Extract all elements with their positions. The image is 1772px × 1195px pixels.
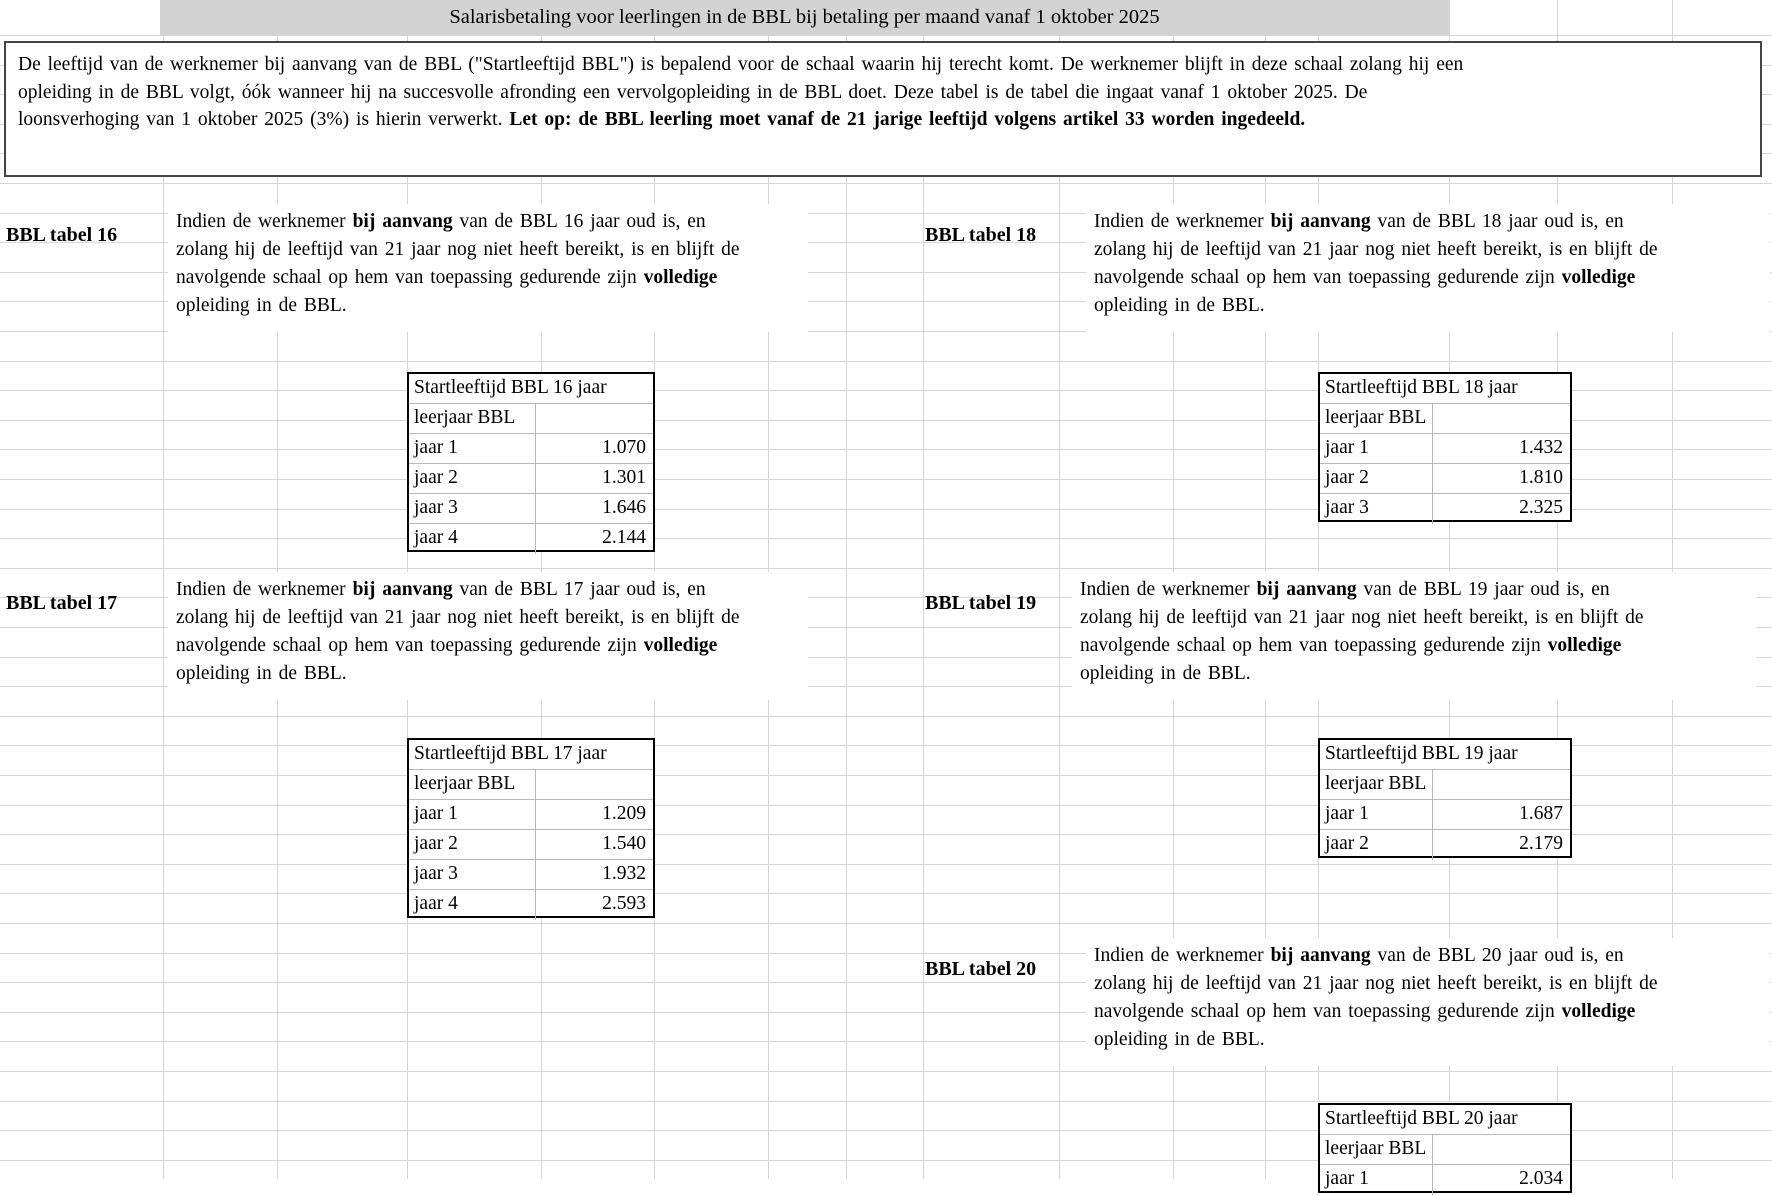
para-text: navolgende schaal op hem van toepassing gedurende zijn bbox=[176, 635, 644, 656]
para-text: Indien de werknemer bbox=[176, 579, 353, 600]
section-label-bbl19[interactable]: BBL tabel 19 bbox=[925, 592, 1037, 614]
para-text: van de BBL 18 jaar oud is, en bbox=[1370, 211, 1624, 232]
page-title: Salarisbetaling voor leerlingen in de BBL bij betaling per maand vanaf 1 oktober 2025 bbox=[449, 6, 1160, 28]
para-bold: volledige bbox=[1561, 267, 1636, 288]
para-bold: volledige bbox=[643, 267, 718, 288]
table-row bbox=[409, 890, 653, 920]
salary-table-bbl20 bbox=[1318, 1103, 1572, 1193]
paragraph-line: zolang hij de leeftijd van 21 jaar nog niet heeft bereikt, is en blijft de bbox=[1094, 239, 1658, 260]
para-bold: volledige bbox=[643, 635, 718, 656]
table-subtitle[interactable]: leerjaar BBL bbox=[1320, 770, 1433, 799]
table-row bbox=[409, 494, 653, 524]
para-text: Indien de werknemer bbox=[1080, 579, 1257, 600]
paragraph-bbl18[interactable] bbox=[1086, 204, 1770, 332]
intro-line-3-warning: Let op: de BBL leerling moet vanaf de 21 jarige leeftijd volgens artikel 33 worden ingedeeld. bbox=[509, 109, 1306, 130]
paragraph-line: opleiding in de BBL. bbox=[1094, 1029, 1265, 1050]
table-row bbox=[1320, 800, 1570, 830]
table-subtitle[interactable]: leerjaar BBL bbox=[1320, 1135, 1433, 1164]
para-text: navolgende schaal op hem van toepassing gedurende zijn bbox=[1094, 267, 1562, 288]
table-title[interactable]: Startleeftijd BBL 20 jaar bbox=[1325, 1108, 1518, 1129]
paragraph-line bbox=[176, 632, 800, 660]
gridline-horizontal bbox=[0, 538, 1772, 539]
row-label[interactable]: jaar 1 bbox=[409, 800, 536, 829]
gridline-horizontal bbox=[0, 1101, 1772, 1102]
salary-table-bbl19 bbox=[1318, 738, 1572, 858]
row-value[interactable]: 2.179 bbox=[1519, 833, 1563, 854]
paragraph-line: zolang hij de leeftijd van 21 jaar nog niet heeft bereikt, is en blijft de bbox=[176, 239, 740, 260]
para-bold: volledige bbox=[1547, 635, 1622, 656]
paragraph-line bbox=[176, 208, 800, 236]
paragraph-line bbox=[1080, 576, 1748, 604]
row-label[interactable]: jaar 1 bbox=[1320, 800, 1433, 829]
paragraph-line: opleiding in de BBL. bbox=[176, 295, 347, 316]
row-value[interactable]: 2.034 bbox=[1519, 1168, 1563, 1189]
row-label[interactable]: jaar 1 bbox=[1320, 1165, 1433, 1195]
row-value[interactable]: 1.646 bbox=[602, 497, 646, 518]
table-row bbox=[1320, 434, 1570, 464]
paragraph-line bbox=[1094, 942, 1762, 970]
para-bold: bij aanvang bbox=[1270, 945, 1371, 966]
intro-box[interactable] bbox=[4, 41, 1762, 177]
gridline-horizontal bbox=[0, 716, 1772, 717]
paragraph-line bbox=[1094, 264, 1762, 292]
row-label[interactable]: jaar 2 bbox=[1320, 464, 1433, 493]
table-subtitle[interactable]: leerjaar BBL bbox=[409, 404, 536, 433]
paragraph-line bbox=[1080, 632, 1748, 660]
para-text: Indien de werknemer bbox=[1094, 945, 1271, 966]
para-bold: bij aanvang bbox=[1256, 579, 1357, 600]
salary-table-bbl18 bbox=[1318, 372, 1572, 522]
paragraph-line: opleiding in de BBL. bbox=[176, 663, 347, 684]
paragraph-line: opleiding in de BBL. bbox=[1094, 295, 1265, 316]
table-row bbox=[409, 524, 653, 554]
row-value[interactable]: 1.432 bbox=[1519, 437, 1563, 458]
row-value[interactable]: 1.810 bbox=[1519, 467, 1563, 488]
intro-line-1: De leeftijd van de werknemer bij aanvang van de BBL ("Startleeftijd BBL") is bepalend voor de schaal waarin hij terecht komt. De werknemer blijft in deze schaal zolang hij een bbox=[18, 54, 1464, 75]
table-row bbox=[409, 830, 653, 860]
para-text: navolgende schaal op hem van toepassing gedurende zijn bbox=[176, 267, 644, 288]
gridline-horizontal bbox=[0, 1071, 1772, 1072]
table-subtitle[interactable]: leerjaar BBL bbox=[1320, 404, 1433, 433]
row-label[interactable]: jaar 4 bbox=[409, 890, 536, 920]
row-label[interactable]: jaar 1 bbox=[409, 434, 536, 463]
paragraph-line: zolang hij de leeftijd van 21 jaar nog niet heeft bereikt, is en blijft de bbox=[1080, 607, 1644, 628]
row-value[interactable]: 1.687 bbox=[1519, 803, 1563, 824]
gridline-horizontal bbox=[0, 35, 1772, 36]
paragraph-bbl16[interactable] bbox=[168, 204, 808, 332]
intro-line-2: opleiding in de BBL volgt, óók wanneer hij na succesvolle afronding een vervolgopleiding in de BBL doet. Deze tabel is de tabel die ingaat vanaf 1 oktober 2025. De bbox=[18, 81, 1368, 103]
para-text: navolgende schaal op hem van toepassing gedurende zijn bbox=[1094, 1001, 1562, 1022]
table-cell-empty[interactable] bbox=[1433, 404, 1570, 433]
table-title[interactable]: Startleeftijd BBL 17 jaar bbox=[414, 743, 607, 764]
row-value[interactable]: 1.301 bbox=[602, 467, 646, 488]
gridline-horizontal bbox=[0, 568, 1772, 569]
table-title[interactable]: Startleeftijd BBL 16 jaar bbox=[414, 377, 607, 398]
para-text: van de BBL 17 jaar oud is, en bbox=[452, 579, 706, 600]
row-label[interactable]: jaar 1 bbox=[1320, 434, 1433, 463]
row-value[interactable]: 1.070 bbox=[602, 437, 646, 458]
table-row bbox=[1320, 830, 1570, 860]
row-label[interactable]: jaar 2 bbox=[409, 830, 536, 859]
paragraph-line bbox=[176, 264, 800, 292]
table-row bbox=[409, 800, 653, 830]
para-text: van de BBL 19 jaar oud is, en bbox=[1356, 579, 1610, 600]
para-text: van de BBL 20 jaar oud is, en bbox=[1370, 945, 1624, 966]
sheet-title-cell[interactable] bbox=[160, 0, 1449, 35]
gridline-horizontal bbox=[0, 361, 1772, 362]
row-value[interactable]: 1.209 bbox=[602, 803, 646, 824]
para-bold: bij aanvang bbox=[1270, 211, 1371, 232]
table-row bbox=[409, 464, 653, 494]
row-label[interactable]: jaar 2 bbox=[1320, 830, 1433, 860]
intro-line-3-normal: loonsverhoging van 1 oktober 2025 (3%) is hierin verwerkt. bbox=[18, 109, 510, 130]
table-cell-empty[interactable] bbox=[1433, 770, 1570, 799]
table-row bbox=[409, 434, 653, 464]
paragraph-line bbox=[1094, 998, 1762, 1026]
paragraph-line bbox=[1094, 208, 1762, 236]
gridline-horizontal bbox=[0, 183, 1772, 184]
para-text: van de BBL 16 jaar oud is, en bbox=[452, 211, 706, 232]
table-row bbox=[1320, 1165, 1570, 1195]
para-text: navolgende schaal op hem van toepassing gedurende zijn bbox=[1080, 635, 1548, 656]
row-value[interactable]: 1.932 bbox=[602, 863, 646, 884]
paragraph-line: zolang hij de leeftijd van 21 jaar nog niet heeft bereikt, is en blijft de bbox=[1094, 973, 1658, 994]
table-cell-empty[interactable] bbox=[536, 770, 653, 799]
paragraph-bbl20[interactable] bbox=[1086, 938, 1770, 1066]
section-label-bbl18[interactable]: BBL tabel 18 bbox=[925, 224, 1037, 246]
row-label[interactable]: jaar 3 bbox=[409, 860, 536, 889]
row-label[interactable]: jaar 3 bbox=[409, 494, 536, 523]
gridline-horizontal bbox=[0, 893, 1772, 894]
table-title[interactable]: Startleeftijd BBL 19 jaar bbox=[1325, 743, 1518, 764]
table-row bbox=[1320, 464, 1570, 494]
section-label-bbl17[interactable]: BBL tabel 17 bbox=[6, 592, 118, 614]
row-value[interactable]: 2.325 bbox=[1519, 497, 1563, 518]
paragraph-line bbox=[176, 576, 800, 604]
table-cell-empty[interactable] bbox=[536, 404, 653, 433]
row-value[interactable]: 2.144 bbox=[602, 527, 646, 548]
salary-table-bbl17 bbox=[407, 738, 655, 918]
row-value[interactable]: 2.593 bbox=[602, 893, 646, 914]
section-label-bbl16[interactable]: BBL tabel 16 bbox=[6, 224, 118, 246]
table-row bbox=[1320, 494, 1570, 524]
intro-line-3 bbox=[18, 106, 1748, 134]
table-cell-empty[interactable] bbox=[1433, 1135, 1570, 1164]
gridline-horizontal bbox=[0, 864, 1772, 865]
gridline-horizontal bbox=[0, 923, 1772, 924]
row-value[interactable]: 1.540 bbox=[602, 833, 646, 854]
para-bold: volledige bbox=[1561, 1001, 1636, 1022]
salary-table-bbl16 bbox=[407, 372, 655, 552]
paragraph-bbl19[interactable] bbox=[1072, 572, 1756, 700]
row-label[interactable]: jaar 3 bbox=[1320, 494, 1433, 524]
row-label[interactable]: jaar 4 bbox=[409, 524, 536, 554]
table-row bbox=[409, 860, 653, 890]
paragraph-line: zolang hij de leeftijd van 21 jaar nog niet heeft bereikt, is en blijft de bbox=[176, 607, 740, 628]
paragraph-line: opleiding in de BBL. bbox=[1080, 663, 1251, 684]
section-label-bbl20[interactable]: BBL tabel 20 bbox=[925, 958, 1037, 980]
table-subtitle[interactable]: leerjaar BBL bbox=[409, 770, 536, 799]
para-bold: bij aanvang bbox=[352, 579, 453, 600]
para-text: Indien de werknemer bbox=[1094, 211, 1271, 232]
paragraph-bbl17[interactable] bbox=[168, 572, 808, 700]
para-text: Indien de werknemer bbox=[176, 211, 353, 232]
row-label[interactable]: jaar 2 bbox=[409, 464, 536, 493]
para-bold: bij aanvang bbox=[352, 211, 453, 232]
table-title[interactable]: Startleeftijd BBL 18 jaar bbox=[1325, 377, 1518, 398]
